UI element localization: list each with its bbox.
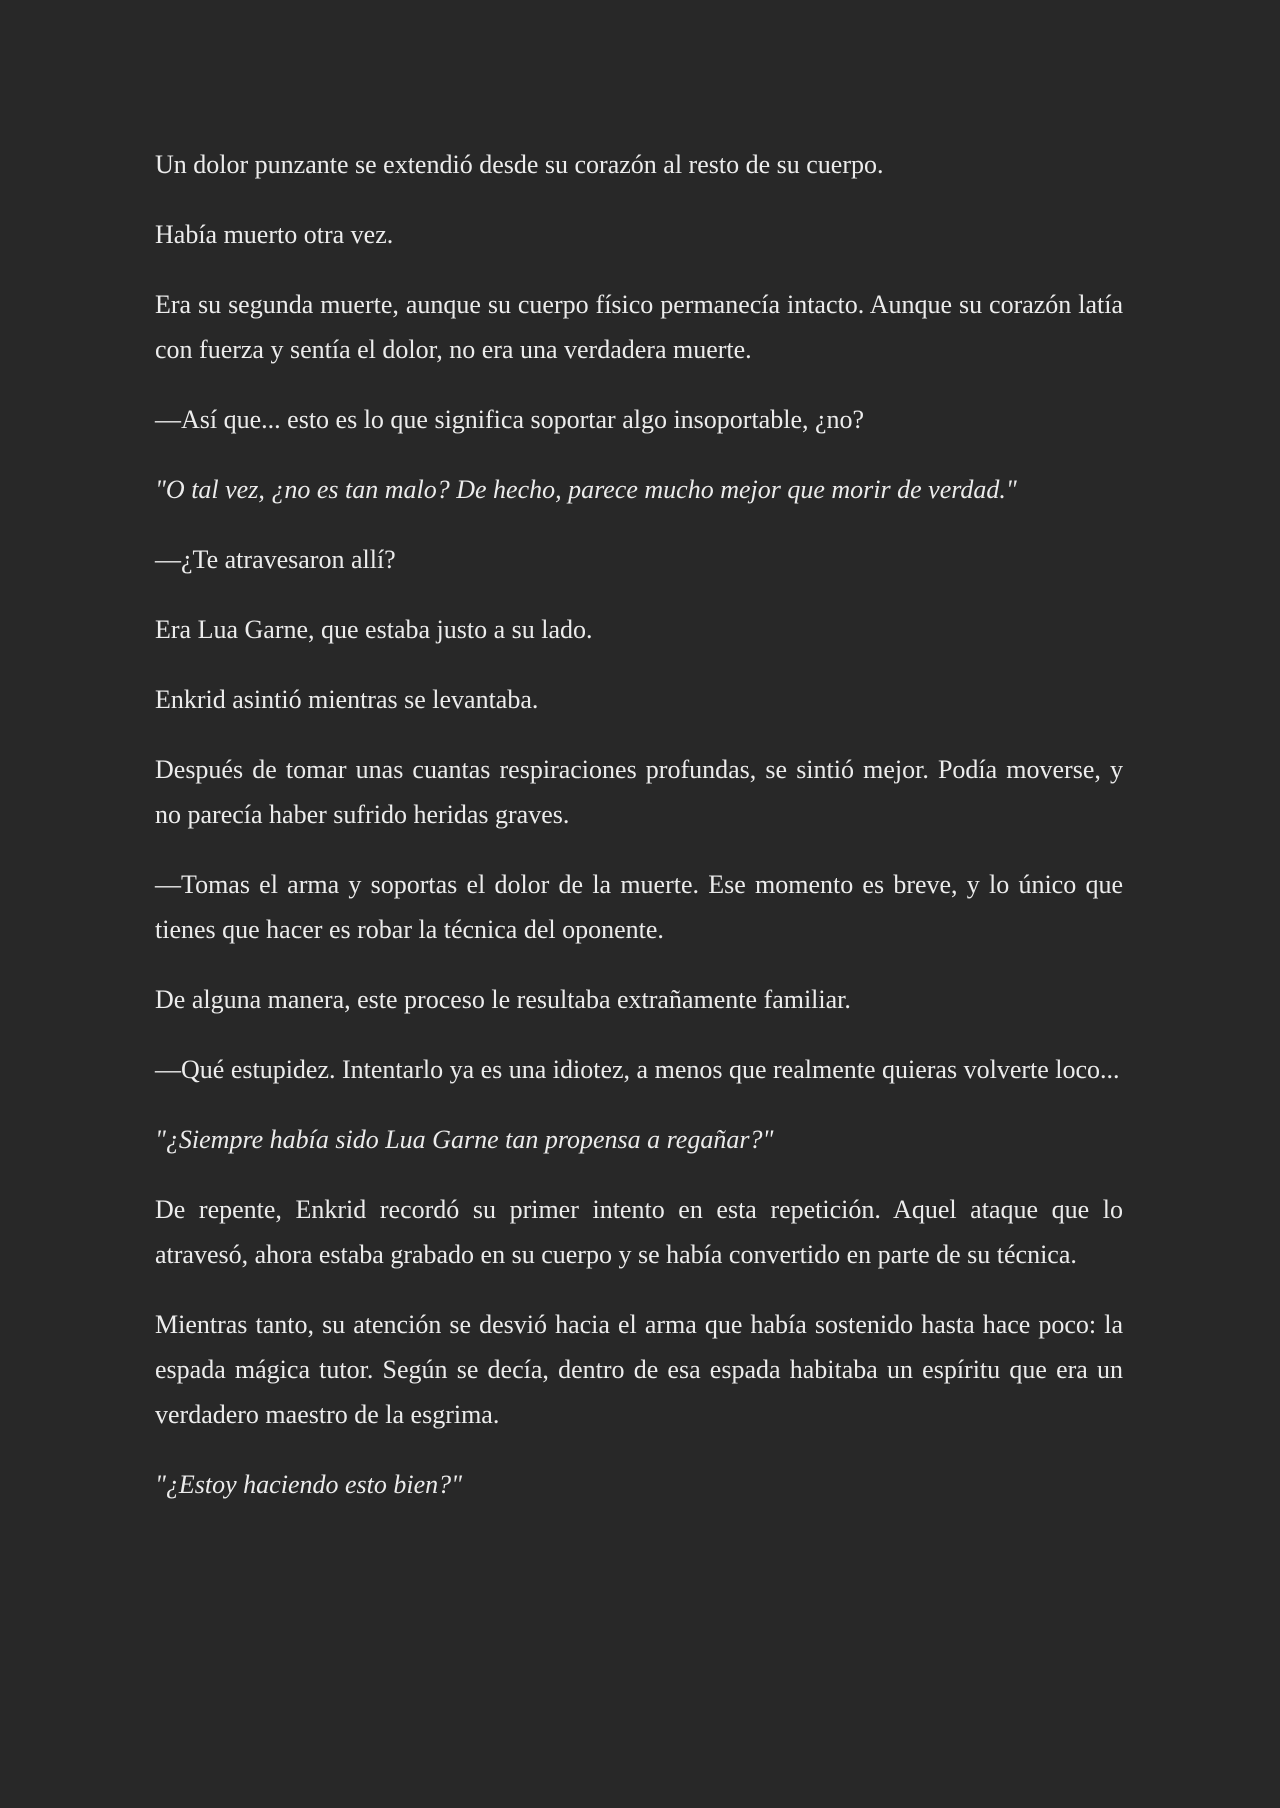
dialogue-paragraph: —Así que... esto es lo que significa soportar algo insoportable, ¿no? — [155, 405, 865, 434]
dialogue-paragraph: —Tomas el arma y soportas el dolor de la muerte. Ese momento es breve, y lo único que tienes que hacer es robar la técnica del oponente. — [155, 870, 1123, 944]
paragraph: De alguna manera, este proceso le resultaba extrañamente familiar. — [155, 985, 851, 1014]
paragraph: De repente, Enkrid recordó su primer intento en esta repetición. Aquel ataque que lo atravesó, ahora estaba grabado en su cuerpo y se había convertido en parte de su técnica. — [155, 1195, 1123, 1269]
paragraph: Enkrid asintió mientras se levantaba. — [155, 685, 539, 714]
thought-paragraph: "¿Siempre había sido Lua Garne tan propensa a regañar?" — [155, 1125, 774, 1154]
dialogue-paragraph: —Qué estupidez. Intentarlo ya es una idiotez, a menos que realmente quieras volverte loco... — [155, 1055, 1120, 1084]
paragraph: Había muerto otra vez. — [155, 220, 394, 249]
paragraph: Mientras tanto, su atención se desvió hacia el arma que había sostenido hasta hace poco: la espada mágica tutor. Según se decía, dentro de esa espada habitaba un espíritu que era un verdadero maestro de la esgrima. — [155, 1310, 1123, 1429]
chapter-text — [155, 142, 1123, 1532]
dialogue-paragraph: —¿Te atravesaron allí? — [155, 545, 396, 574]
thought-paragraph: "O tal vez, ¿no es tan malo? De hecho, parece mucho mejor que morir de verdad." — [155, 475, 1017, 504]
paragraph: Era Lua Garne, que estaba justo a su lado. — [155, 615, 593, 644]
paragraph: Después de tomar unas cuantas respiraciones profundas, se sintió mejor. Podía moverse, y no parecía haber sufrido heridas graves. — [155, 755, 1123, 829]
paragraph: Era su segunda muerte, aunque su cuerpo físico permanecía intacto. Aunque su corazón latía con fuerza y sentía el dolor, no era una verdadera muerte. — [155, 290, 1123, 364]
thought-paragraph: "¿Estoy haciendo esto bien?" — [155, 1470, 463, 1499]
paragraph: Un dolor punzante se extendió desde su corazón al resto de su cuerpo. — [155, 150, 884, 179]
